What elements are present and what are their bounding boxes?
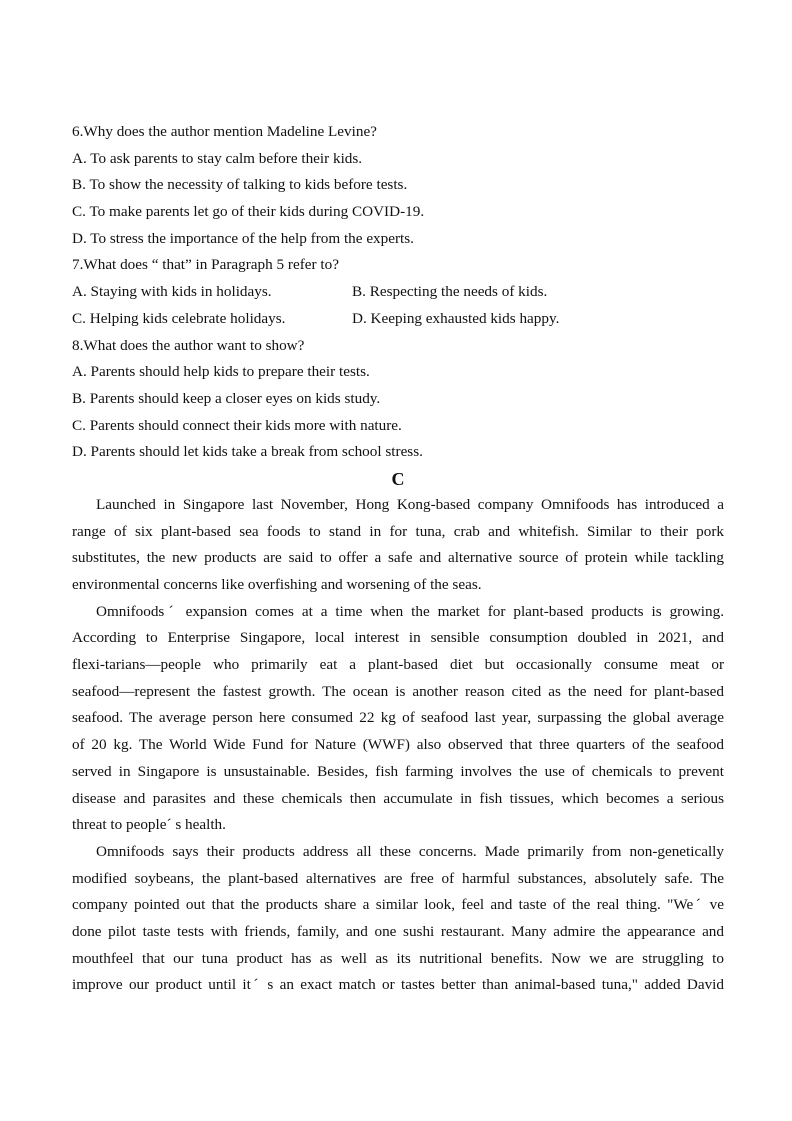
option-a: A. To ask parents to stay calm before their kids. <box>72 149 363 167</box>
option-d: D. Parents should let kids take a break from school stress. <box>72 443 423 461</box>
question-stem: 8.What does the author want to show? <box>72 336 305 354</box>
paragraph-line: substitutes, the new products are said to offer a safe and alternative source of protein while tackling <box>72 549 724 567</box>
paragraph-line: disease and parasites and these chemicals then accumulate in fish tissues, which becomes a serious <box>72 789 724 807</box>
paragraph-line: improve our product until itˊ s an exact match or tastes better than animal-based tuna," added David <box>72 976 724 994</box>
paragraph-line: Omnifoodsˊ expansion comes at a time when the market for plant-based products is growing. <box>96 602 724 620</box>
paragraph-line: company pointed out that the products share a similar look, feel and taste of the real thing. "Weˊ ve <box>72 896 724 914</box>
document-page <box>72 119 724 999</box>
paragraph-line: seafood—represent the fastest growth. The ocean is another reason cited as the need for plant-based <box>72 682 724 700</box>
section-heading: C <box>391 468 405 489</box>
paragraph-line: done pilot taste tests with friends, family, and one sushi restaurant. Many admire the appearance and <box>72 922 724 940</box>
question-8 <box>72 333 724 466</box>
paragraph-line: environmental concerns like overfishing and worsening of the seas. <box>72 576 482 593</box>
paragraph-1 <box>72 492 724 599</box>
option-a: A. Staying with kids in holidays. <box>72 283 272 301</box>
option-b: B. Respecting the needs of kids. <box>352 283 548 301</box>
paragraph-3 <box>72 839 724 999</box>
paragraph-line: According to Enterprise Singapore, local interest in sensible consumption doubled in 2021, and <box>72 629 724 647</box>
option-c: C. Parents should connect their kids more with nature. <box>72 416 402 434</box>
paragraph-line: served in Singapore is unsustainable. Besides, fish farming involves the use of chemicals to prevent <box>72 762 724 780</box>
paragraph-line: of 20 kg. The World Wide Fund for Nature (WWF) also observed that three quarters of the seafood <box>72 736 724 754</box>
option-row <box>72 306 724 333</box>
paragraph-line: Launched in Singapore last November, Hong Kong-based company Omnifoods has introduced a <box>96 495 724 513</box>
question-stem: 7.What does “ that” in Paragraph 5 refer to? <box>72 256 339 274</box>
option-row <box>72 279 724 306</box>
paragraph-line: range of six plant-based sea foods to stand in for tuna, crab and whitefish. Similar to their pork <box>72 522 724 540</box>
paragraph-line: modified soybeans, the plant-based alternatives are free of harmful substances, absolutely safe. The <box>72 869 724 887</box>
option-c: C. To make parents let go of their kids during COVID-19. <box>72 203 425 221</box>
option-d: D. Keeping exhausted kids happy. <box>352 309 560 327</box>
question-6 <box>72 119 724 252</box>
paragraph-line: threat to peopleˊ s health. <box>72 816 226 834</box>
question-7 <box>72 252 724 332</box>
paragraph-line: flexi-tarians—people who primarily eat a plant-based diet but occasionally consume meat or <box>72 656 724 674</box>
option-b: B. To show the necessity of talking to kids before tests. <box>72 176 408 194</box>
option-d: D. To stress the importance of the help from the experts. <box>72 229 414 247</box>
paragraph-2 <box>72 599 724 839</box>
passage <box>72 492 724 999</box>
paragraph-line: Omnifoods says their products address all these concerns. Made primarily from non-genetically <box>96 842 724 860</box>
question-stem: 6.Why does the author mention Madeline Levine? <box>72 123 377 140</box>
paragraph-line: seafood. The average person here consumed 22 kg of seafood last year, surpassing the global average <box>72 709 724 727</box>
paragraph-line: mouthfeel that our tuna product has as well as its nutritional benefits. Now we are struggling to <box>72 949 724 967</box>
option-c: C. Helping kids celebrate holidays. <box>72 309 286 327</box>
option-b: B. Parents should keep a closer eyes on kids study. <box>72 389 381 407</box>
option-a: A. Parents should help kids to prepare their tests. <box>72 363 370 381</box>
